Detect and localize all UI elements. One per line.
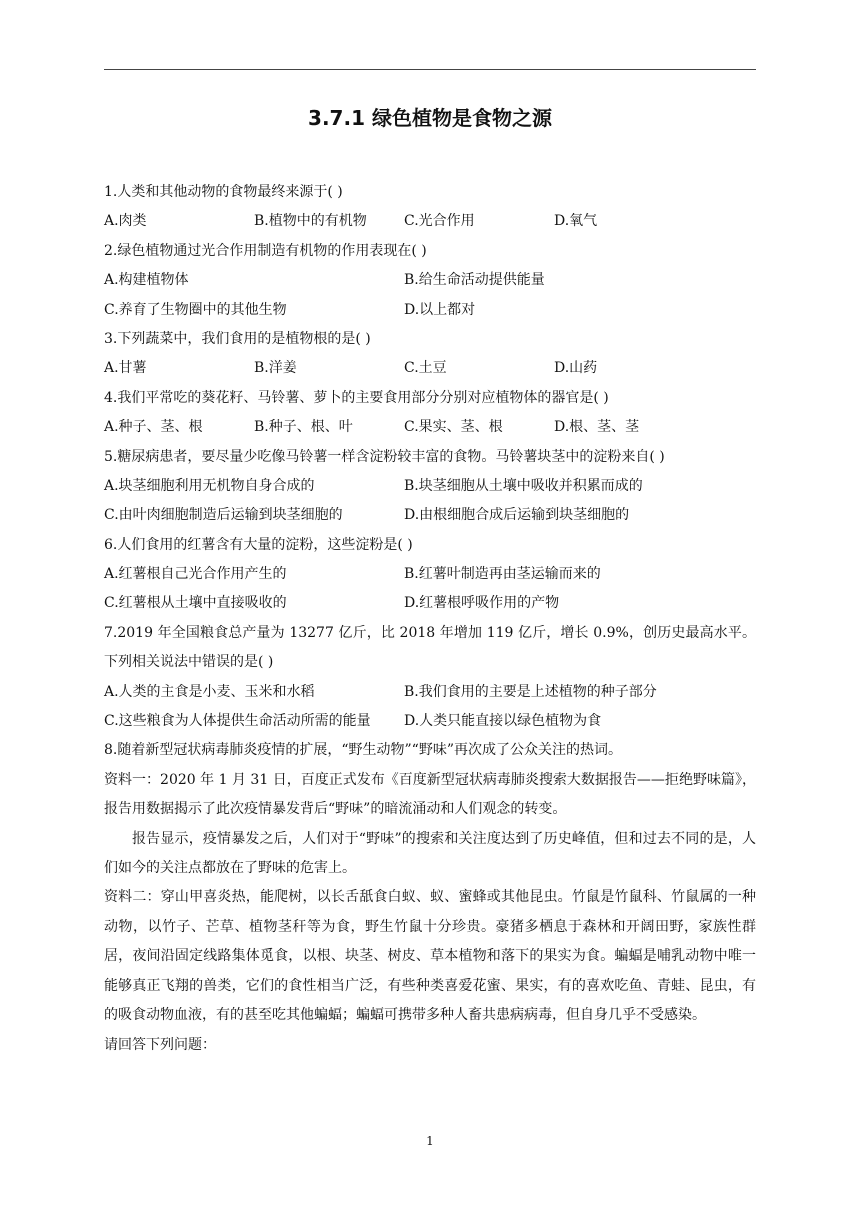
question-2-stem: 2.绿色植物通过光合作用制造有机物的作用表现在( ) [104, 242, 427, 259]
question-2-options-row-2 [104, 296, 756, 325]
option-a: A.构建植物体 [104, 272, 189, 289]
question-4-stem: 4.我们平常吃的葵花籽、马铃薯、萝卜的主要食用部分分别对应植物体的器官是( ) [104, 389, 609, 406]
option-d: D.氧气 [554, 213, 598, 230]
option-a: A.种子、茎、根 [104, 419, 203, 436]
question-1-stem: 1.人类和其他动物的食物最终来源于( ) [104, 184, 343, 200]
answer-prompt: 请回答下列问题： [104, 1036, 216, 1053]
question-4-options [104, 413, 756, 442]
option-a: A.人类的主食是小麦、玉米和水稻 [104, 683, 315, 700]
option-c: C.光合作用 [404, 213, 475, 230]
option-d: D.以上都对 [404, 301, 476, 318]
question-6-options-row-1 [104, 560, 756, 589]
option-b: B.块茎细胞从土壤中吸收并积累而成的 [404, 477, 643, 494]
question-7-options-row-1 [104, 678, 756, 707]
option-b: B.给生命活动提供能量 [404, 272, 545, 289]
option-d: D.由根细胞合成后运输到块茎细胞的 [404, 507, 630, 524]
option-d: D.根、茎、茎 [554, 419, 640, 436]
question-7-stem: 7.2019 年全国粮食总产量为 13277 亿斤，比 2018 年增加 119 亿斤，增长 0.9%，创历史最高水平。下列相关说法中错误的是( ) [104, 624, 756, 671]
question-3-stem: 3.下列蔬菜中，我们食用的是植物根的是( ) [104, 330, 371, 347]
option-a: A.甘薯 [104, 360, 147, 377]
question-6-options-row-2 [104, 589, 756, 618]
option-c: C.养育了生物圈中的其他生物 [104, 301, 287, 318]
question-3-options [104, 354, 756, 383]
header-rule [104, 69, 756, 70]
option-c: C.由叶肉细胞制造后运输到块茎细胞的 [104, 507, 343, 524]
material-2: 资料二：穿山甲喜炎热，能爬树，以长舌舐食白蚁、蚁、蜜蜂或其他昆虫。竹鼠是竹鼠科、竹鼠属的一种动物，以竹子、芒草、植物茎秆等为食，野生竹鼠十分珍贵。豪猪多栖息于森林和开阔田野，家族性群居，夜间沿固定线路集体觅食，以根、块茎、树皮、草本植物和落下的果实为食。蝙蝠是哺乳动物中唯一能够真正飞翔的兽类，它们的食性相当广泛，有些种类喜爱花蜜、果实，有的喜欢吃鱼、青蛙、昆虫，有的吸食动物血液，有的甚至吃其他蝙蝠；蝙蝠可携带多种人畜共患病病毒，但自身几乎不受感染。 [104, 889, 756, 1024]
question-7-options-row-2 [104, 707, 756, 736]
question-2-options-row-1 [104, 266, 756, 295]
option-d: D.人类只能直接以绿色植物为食 [404, 713, 602, 730]
option-b: B.种子、根、叶 [254, 419, 353, 436]
material-1: 资料一：2020 年 1 月 31 日，百度正式发布《百度新型冠状病毒肺炎搜索大数据报告——拒绝野味篇》，报告用数据揭示了此次疫情暴发背后“野味”的暗流涌动和人们观念的转变。 [104, 771, 756, 818]
option-b: B.我们食用的主要是上述植物的种子部分 [404, 683, 657, 700]
option-d: D.山药 [554, 360, 598, 377]
option-a: A.肉类 [104, 213, 147, 230]
option-d: D.红薯根呼吸作用的产物 [404, 595, 560, 612]
question-list [104, 178, 756, 1060]
page-title: 3.7.1 绿色植物是食物之源 [308, 106, 552, 130]
option-b: B.红薯叶制造再由茎运输而来的 [404, 566, 601, 583]
question-1-options [104, 207, 756, 236]
question-8-stem: 8.随着新型冠状病毒肺炎疫情的扩展，“野生动物”“野味”再次成了公众关注的热词。 [104, 742, 622, 759]
option-c: C.土豆 [404, 360, 447, 377]
question-6-stem: 6.人们食用的红薯含有大量的淀粉，这些淀粉是( ) [104, 536, 413, 553]
option-c: C.果实、茎、根 [404, 419, 503, 436]
option-a: A.块茎细胞利用无机物自身合成的 [104, 477, 315, 494]
question-5-options-row-2 [104, 501, 756, 530]
option-c: C.红薯根从土壤中直接吸收的 [104, 595, 287, 612]
option-c: C.这些粮食为人体提供生命活动所需的能量 [104, 713, 371, 730]
question-5-options-row-1 [104, 472, 756, 501]
option-b: B.植物中的有机物 [254, 213, 367, 230]
option-b: B.洋姜 [254, 360, 297, 377]
question-5-stem: 5.糖尿病患者，要尽量少吃像马铃薯一样含淀粉较丰富的食物。马铃薯块茎中的淀粉来自( ) [104, 448, 665, 465]
option-a: A.红薯根自己光合作用产生的 [104, 566, 287, 583]
page-number: 1 [426, 1134, 434, 1148]
material-1-continued: 报告显示，疫情暴发之后，人们对于“野味”的搜索和关注度达到了历史峰值，但和过去不同的是，人们如今的关注点都放在了野味的危害上。 [104, 830, 756, 877]
